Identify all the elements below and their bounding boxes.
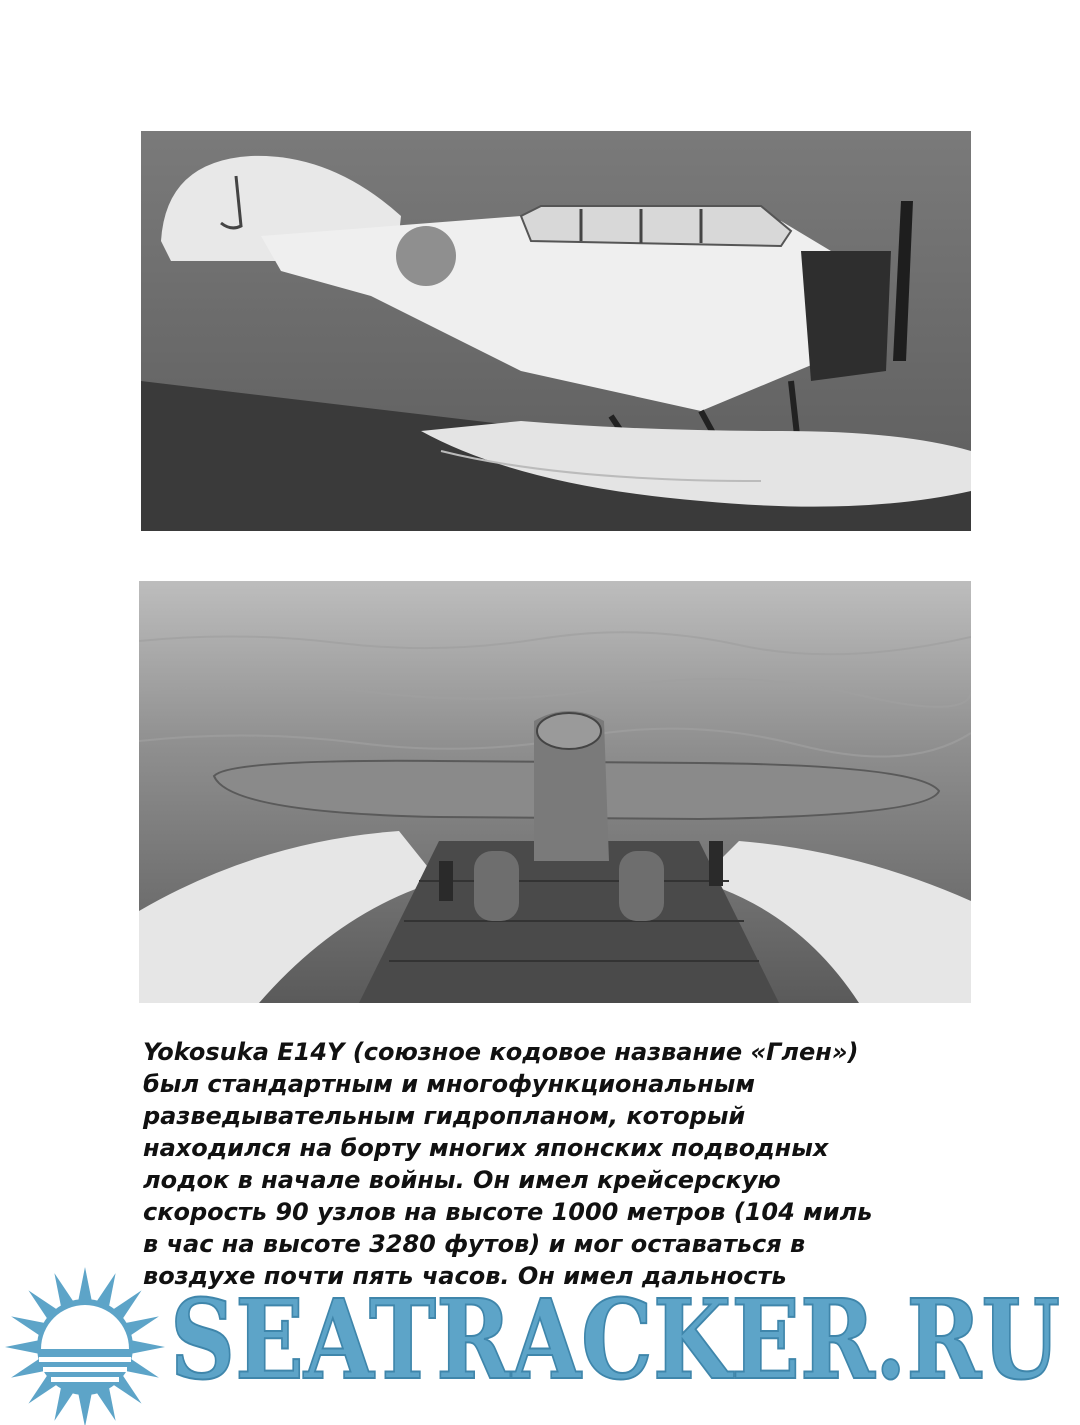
- submarine-deck-photo: [139, 581, 971, 1003]
- caption-line: разведывательным гидропланом, который: [143, 1102, 746, 1130]
- caption-line: скорость 90 узлов на высоте 1000 метров (104 миль: [143, 1198, 873, 1226]
- caption-line: лодок в начале войны. Он имел крейсерскую: [143, 1166, 781, 1194]
- caption-line: был стандартным и многофункциональным: [143, 1070, 755, 1098]
- photo-caption: [143, 1036, 1023, 1292]
- caption-line: воздухе почти пять часов. Он имел дальность: [143, 1262, 787, 1290]
- sun-logo-icon: [5, 1267, 165, 1425]
- watermark-text: SEATRACKER.RU: [170, 1275, 1060, 1404]
- caption-line: Yokosuka E14Y (союзное кодовое название «Глен»): [143, 1038, 859, 1066]
- seatracker-watermark: [0, 1262, 1080, 1425]
- caption-line: находился на борту многих японских подводных: [143, 1134, 829, 1162]
- seaplane-side-photo: [141, 131, 971, 531]
- caption-line: в час на высоте 3280 футов) и мог оставаться в: [143, 1230, 806, 1258]
